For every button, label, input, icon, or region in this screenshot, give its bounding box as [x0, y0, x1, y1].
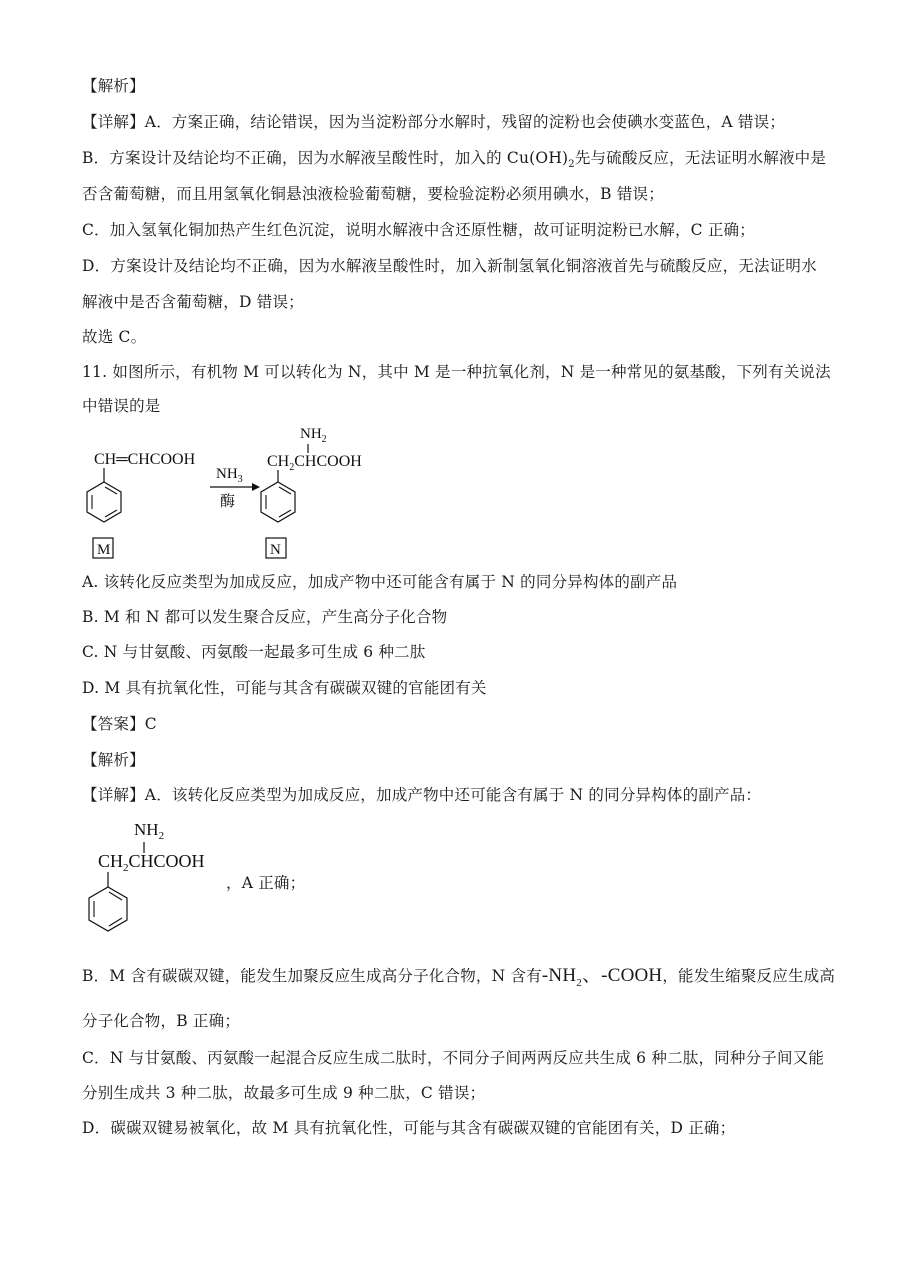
- option-d: D. M 具有抗氧化性，可能与其含有碳碳双键的官能团有关: [82, 679, 487, 697]
- byproduct-amino-group: $NH_2$: [134, 820, 165, 842]
- byproduct-structure: [82, 815, 242, 945]
- analysis-heading-2: 【解析】: [82, 751, 145, 769]
- m-side-chain: CH═CHCOOH: [94, 451, 196, 468]
- detail-line-a: 【详解】A．方案正确，结论错误，因为当淀粉部分水解时，残留的淀粉也会使碘水变蓝色，A 错误；: [82, 113, 786, 131]
- detail-line-b2: 否含葡萄糖，而且用氢氧化铜悬浊液检验葡萄糖，要检验淀粉必须用碘水，B 错误；: [82, 185, 664, 203]
- conclusion-line: 故选 C。: [82, 328, 147, 346]
- detail-line-d2: 解液中是否含葡萄糖，D 错误；: [82, 293, 304, 311]
- byproduct-benzene-ring: [89, 887, 127, 931]
- option-b: B. M 和 N 都可以发生聚合反应，产生高分子化合物: [82, 608, 448, 626]
- detail2-line-c2: 分别生成共 3 种二肽，故最多可生成 9 种二肽，C 错误；: [82, 1084, 486, 1102]
- detail2-line-d: D．碳碳双键易被氧化，故 M 具有抗氧化性，可能与其含有碳碳双键的官能团有关，D 正确；: [82, 1119, 736, 1137]
- n-benzene-ring: [261, 482, 295, 522]
- n-side-chain: $CH_2CHCOOH$: [267, 453, 362, 473]
- label-n: N: [270, 542, 281, 558]
- detail-line-b1: B．方案设计及结论均不正确，因为水解液呈酸性时，加入的 $Cu(OH)_2$先与硫酸反应，无法证明水解液中是: [82, 149, 827, 171]
- detail2-line-b2: 分子化合物，B 正确；: [82, 1012, 241, 1030]
- reagent-ammonia: $NH_3$: [216, 466, 243, 485]
- question-11-line-2: 中错误的是: [82, 397, 161, 415]
- detail2-line-a: 【详解】A．该转化反应类型为加成反应，加成产物中还可能含有属于 N 的同分异构体的副产品：: [82, 786, 762, 804]
- label-m: M: [97, 542, 111, 558]
- m-benzene-ring: [87, 482, 121, 522]
- detail-line-c: C．加入氢氧化铜加热产生红色沉淀，说明水解液中含还原性糖，故可证明淀粉已水解，C 正确；: [82, 221, 755, 239]
- reaction-diagram: [82, 420, 402, 570]
- detail2-line-a-conclusion: ，A 正确；: [226, 874, 306, 892]
- answer-line: 【答案】C: [82, 715, 157, 733]
- question-11-line-1: 11. 如图所示，有机物 M 可以转化为 N，其中 M 是一种抗氧化剂，N 是一种常见的氨基酸，下列有关说法: [82, 363, 831, 381]
- functional-groups: $-NH_2$、-COOH: [541, 965, 663, 989]
- n-amino-group: $NH_2$: [300, 426, 327, 445]
- detail2-line-c1: C．N 与甘氨酸、丙氨酸一起混合反应生成二肽时，不同分子间两两反应共生成 6 种二肽，同种分子间又能: [82, 1049, 825, 1067]
- detail-line-d1: D．方案设计及结论均不正确，因为水解液呈酸性时，加入新制氢氧化铜溶液首先与硫酸反应，无法证明水: [82, 257, 817, 275]
- detail2-line-b1: B．M 含有碳碳双键，能发生加聚反应生成高分子化合物，N 含有$-NH_2$、-COOH，能发生缩聚反应生成高: [82, 965, 836, 989]
- analysis-heading-1: 【解析】: [82, 77, 145, 95]
- option-a: A. 该转化反应类型为加成反应，加成产物中还可能含有属于 N 的同分异构体的副产品: [82, 573, 678, 591]
- option-c: C. N 与甘氨酸、丙氨酸一起最多可生成 6 种二肽: [82, 643, 426, 661]
- byproduct-side-chain: $CH_2CHCOOH$: [98, 851, 205, 874]
- reagent-enzyme: 酶: [220, 494, 236, 510]
